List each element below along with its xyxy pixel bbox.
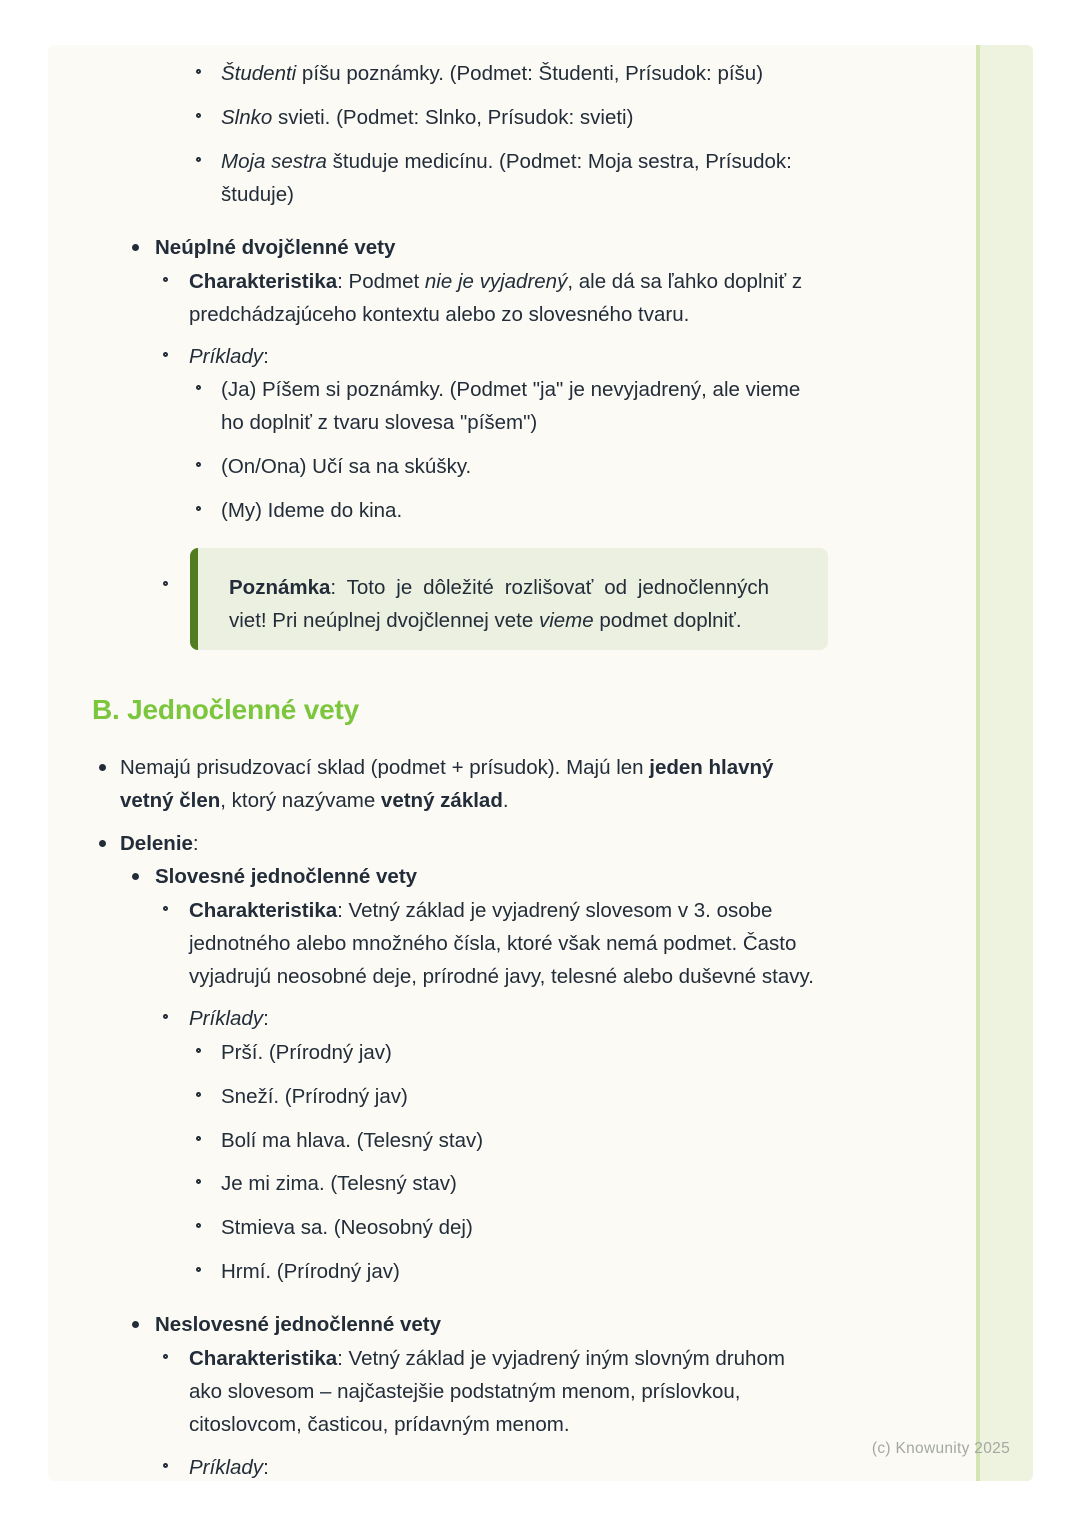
circle-bullet-icon (163, 581, 168, 586)
list-item-text: Bolí ma hlava. (Telesný stav) (221, 1129, 484, 1152)
circle-bullet-icon (196, 506, 201, 511)
list-item-text: Neslovesné jednočlenné vety (155, 1313, 441, 1336)
circle-bullet-icon (163, 906, 168, 911)
circle-bullet-icon (163, 352, 168, 357)
list-item-text: Charakteristika: Vetný základ je vyjadrený iným slovným druhom ako slovesom – najčastejšie podstatným menom, príslovkou, citoslovcom, časticou, prídavným menom. (189, 1347, 785, 1436)
list-item-example (221, 101, 866, 134)
list-item-text: Neúplné dvojčlenné vety (155, 236, 396, 259)
list-item-text: Príklady: (189, 345, 269, 368)
section-b-heading: B. Jednočlenné vety (92, 694, 359, 725)
list-item-text: (On/Ona) Učí sa na skúšky. (221, 455, 472, 478)
note-callout-box (190, 548, 828, 650)
note-text: Poznámka: Toto je dôležité rozlišovať od jednočlenných viet! Pri neúplnej dvojčlennej vete vieme podmet doplniť. (229, 576, 769, 632)
list-item-text: Príklady: (189, 1456, 269, 1479)
list-item-intro (120, 751, 865, 817)
list-item-text: Príklady: (189, 1007, 269, 1030)
list-item-priklady-label (189, 1451, 889, 1484)
disc-bullet-icon (99, 840, 106, 847)
list-item-priklady-label (189, 1002, 889, 1035)
list-item-example (221, 145, 866, 211)
list-item-text: Delenie: (120, 832, 199, 855)
list-item-header (155, 231, 875, 264)
watermark: (c) Knowunity 2025 (871, 1440, 1010, 1457)
list-item-text: Hrmí. (Prírodný jav) (221, 1260, 400, 1283)
circle-bullet-icon (196, 462, 201, 467)
circle-bullet-icon (196, 1179, 201, 1184)
list-item-header (155, 1308, 875, 1341)
circle-bullet-icon (196, 1136, 201, 1141)
list-item-charakteristika (189, 894, 889, 993)
disc-bullet-icon (99, 764, 106, 771)
list-item-text: Charakteristika: Vetný základ je vyjadrený slovesom v 3. osobe jednotného alebo množného čísla, ktoré však nemá podmet. Často vyjadrujú neosobné deje, prírodné javy, telesné alebo duševné stavy. (189, 899, 814, 988)
list-item-text: Stmieva sa. (Neosobný dej) (221, 1216, 473, 1239)
list-item-text: Moja sestra študuje medicínu. (Podmet: Moja sestra, Prísudok: študuje) (221, 150, 792, 206)
list-item-text: Sneží. (Prírodný jav) (221, 1085, 408, 1108)
document-sheet (48, 45, 1033, 1481)
circle-bullet-icon (163, 277, 168, 282)
list-item-text: Prší. (Prírodný jav) (221, 1041, 392, 1064)
list-item-text: Nemajú prisudzovací sklad (podmet + prísudok). Majú len jeden hlavný vetný člen, ktorý nazývame vetný základ. (120, 756, 774, 812)
list-item-example (221, 494, 866, 527)
list-item-charakteristika (189, 1342, 889, 1441)
disc-bullet-icon (132, 873, 139, 880)
list-item-text: Slovesné jednočlenné vety (155, 865, 418, 888)
list-item-example (221, 1080, 866, 1113)
disc-bullet-icon (132, 1321, 139, 1328)
list-item-delenie (120, 827, 865, 860)
decorative-side-strip (976, 45, 1033, 1481)
circle-bullet-icon (196, 385, 201, 390)
circle-bullet-icon (196, 1267, 201, 1272)
circle-bullet-icon (196, 1092, 201, 1097)
note-callout-row (48, 548, 1033, 650)
list-item-text: Je mi zima. (Telesný stav) (221, 1172, 457, 1195)
list-item-text: Slnko svieti. (Podmet: Slnko, Prísudok: svieti) (221, 106, 634, 129)
list-item-example (221, 1255, 866, 1288)
circle-bullet-icon (196, 69, 201, 74)
circle-bullet-icon (196, 113, 201, 118)
list-item-charakteristika (189, 265, 889, 331)
circle-bullet-icon (196, 1223, 201, 1228)
list-item-priklady-label (189, 340, 889, 373)
list-item-example (221, 1036, 866, 1069)
list-item-example (221, 373, 866, 439)
circle-bullet-icon (163, 1014, 168, 1019)
list-item-example (221, 1211, 866, 1244)
list-item-header (155, 860, 875, 893)
list-item-text: Študenti píšu poznámky. (Podmet: Študenti, Prísudok: píšu) (221, 62, 764, 85)
list-item-example (221, 450, 866, 483)
list-item-text: (My) Ideme do kina. (221, 499, 403, 522)
list-item-example (221, 1124, 866, 1157)
list-item-example (221, 57, 866, 90)
list-item-text: Charakteristika: Podmet nie je vyjadrený, ale dá sa ľahko doplniť z predchádzajúceho kontextu alebo zo slovesného tvaru. (189, 270, 803, 326)
list-item-example (221, 1167, 866, 1200)
circle-bullet-icon (196, 1048, 201, 1053)
list-item-text: (Ja) Píšem si poznámky. (Podmet "ja" je nevyjadrený, ale vieme ho doplniť z tvaru slovesa "píšem") (221, 378, 801, 434)
circle-bullet-icon (163, 1463, 168, 1468)
circle-bullet-icon (196, 157, 201, 162)
disc-bullet-icon (132, 244, 139, 251)
circle-bullet-icon (163, 1354, 168, 1359)
